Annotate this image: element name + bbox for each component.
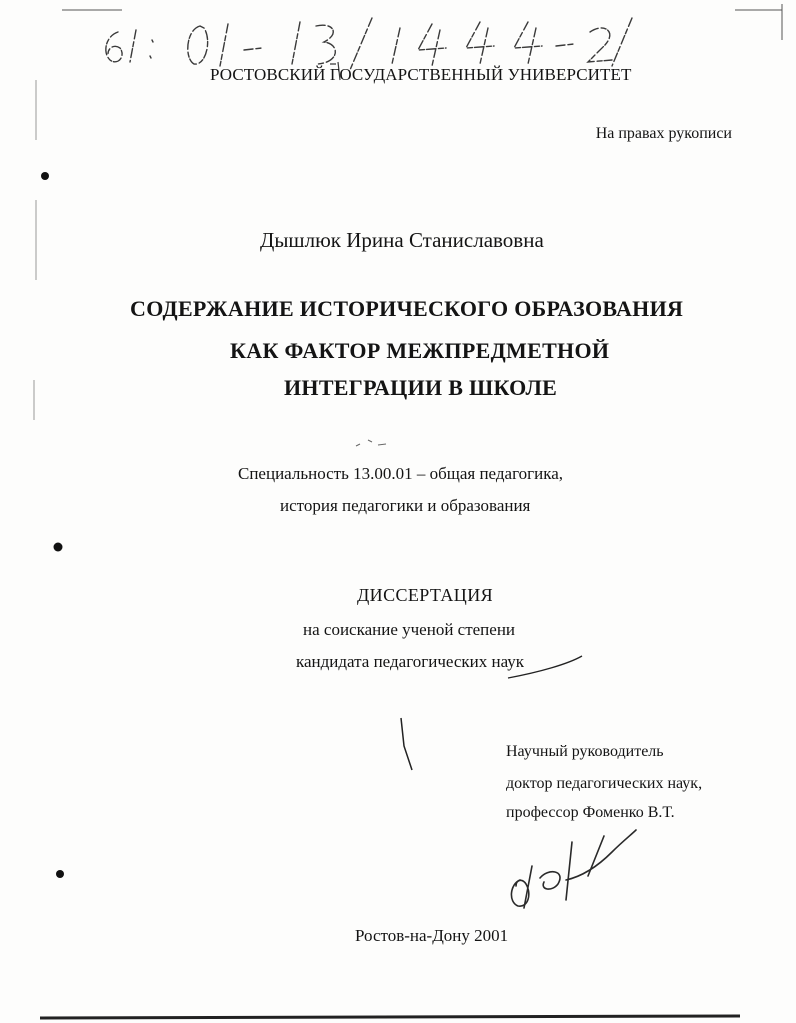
title-line-1: СОДЕРЖАНИЕ ИСТОРИЧЕСКОГО ОБРАЗОВАНИЯ (130, 296, 684, 321)
manuscript-note: На правах рукописи (595, 125, 732, 142)
dissertation-label: ДИССЕРТАЦИЯ (357, 585, 494, 605)
university-name: РОСТОВСКИЙ ГОСУДАРСТВЕННЫЙ УНИВЕРСИТЕТ (210, 65, 632, 84)
degree-line-2: кандидата педагогических наук (296, 652, 525, 671)
supervisor-line-3: профессор Фоменко В.Т. (506, 804, 675, 821)
city-year: Ростов-на-Дону 2001 (355, 926, 509, 945)
title-line-3: ИНТЕГРАЦИИ В ШКОЛЕ (284, 375, 558, 400)
author-name: Дышлюк Ирина Станиславовна (260, 228, 544, 252)
supervisor-line-1: Научный руководитель (506, 743, 664, 760)
title-line-2: КАК ФАКТОР МЕЖПРЕДМЕТНОЙ (230, 338, 610, 363)
specialty-line-2: история педагогики и образования (280, 496, 531, 515)
supervisor-line-2: доктор педагогических наук, (506, 775, 703, 792)
degree-line-1: на соискание ученой степени (303, 620, 516, 639)
specialty-line-1: Специальность 13.00.01 – общая педагогика, (238, 464, 563, 483)
